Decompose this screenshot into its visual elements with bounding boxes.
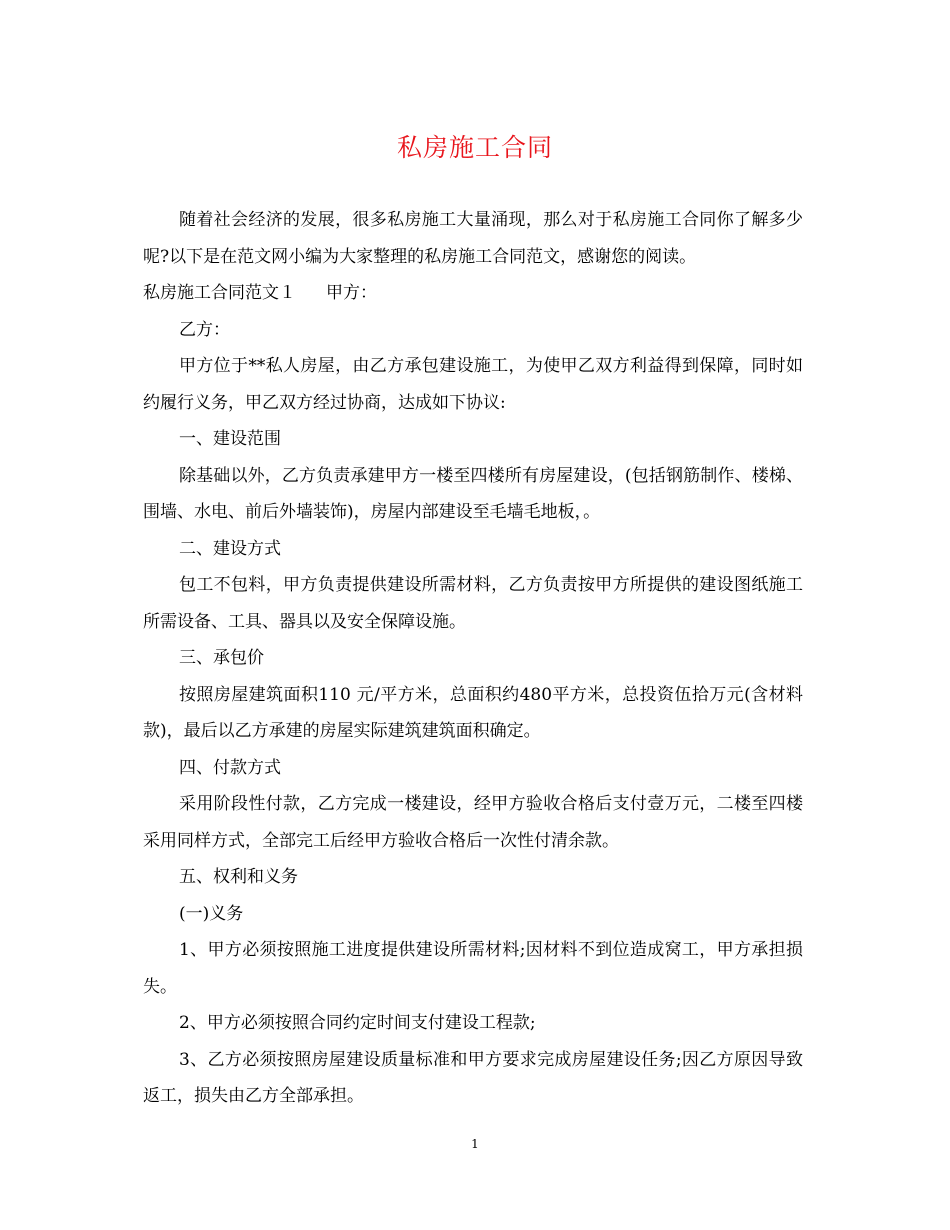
page-number: 1: [471, 1137, 479, 1151]
sub-heading: (一)义务: [179, 903, 244, 924]
section-text: 按照房屋建筑面积110 元/平方米，总面积约480平方米，总投资伍拾万元(含材料款)，最后以乙方承建的房屋实际建筑建筑面积确定。: [143, 684, 803, 741]
document-title: 私房施工合同: [396, 133, 553, 162]
sample-line: [143, 275, 803, 312]
duty-item: 3、乙方必须按照房屋建设质量标准和甲方要求完成房屋建设任务;因乙方原因导致返工，损失由乙方全部承担。: [143, 1049, 803, 1106]
document-body: [143, 202, 803, 1115]
party-b-label: 乙方：: [179, 319, 230, 340]
section-heading: 一、建设范围: [179, 429, 281, 449]
section-text: 包工不包料，甲方负责提供建设所需材料，乙方负责按甲方所提供的建设图纸施工所需设备、工具、器具以及安全保障设施。: [143, 575, 803, 632]
section-heading: 五、权利和义务: [179, 867, 298, 887]
intro-paragraph: 随着社会经济的发展，很多私房施工大量涌现，那么对于私房施工合同你了解多少呢?以下是在范文网小编为大家整理的私房施工合同范文，感谢您的阅读。: [143, 210, 803, 267]
duty-item: 1、甲方必须按照施工进度提供建设所需材料;因材料不到位造成窝工，甲方承担损失。: [143, 940, 803, 997]
section-heading: 三、承包价: [179, 648, 264, 668]
section-heading: 二、建设方式: [179, 538, 281, 559]
section-text: 除基础以外，乙方负责承建甲方一楼至四楼所有房屋建设，(包括钢筋制作、楼梯、围墙、水电、前后外墙装饰)，房屋内部建设至毛墙毛地板，。: [143, 465, 803, 522]
section-text: 采用阶段性付款，乙方完成一楼建设，经甲方验收合格后支付壹万元，二楼至四楼采用同样方式，全部完工后经甲方验收合格后一次性付清余款。: [143, 794, 803, 851]
duty-item: 2、甲方必须按照合同约定时间支付建设工程款;: [179, 1013, 536, 1033]
party-a-label: 甲方：: [326, 283, 377, 303]
preamble-paragraph: 甲方位于**私人房屋，由乙方承包建设施工，为使甲乙双方利益得到保障，同时如约履行义务，甲乙双方经过协商，达成如下协议:: [143, 356, 803, 413]
sample-label: 私房施工合同范文１: [143, 283, 296, 303]
section-heading: 四、付款方式: [179, 757, 281, 778]
